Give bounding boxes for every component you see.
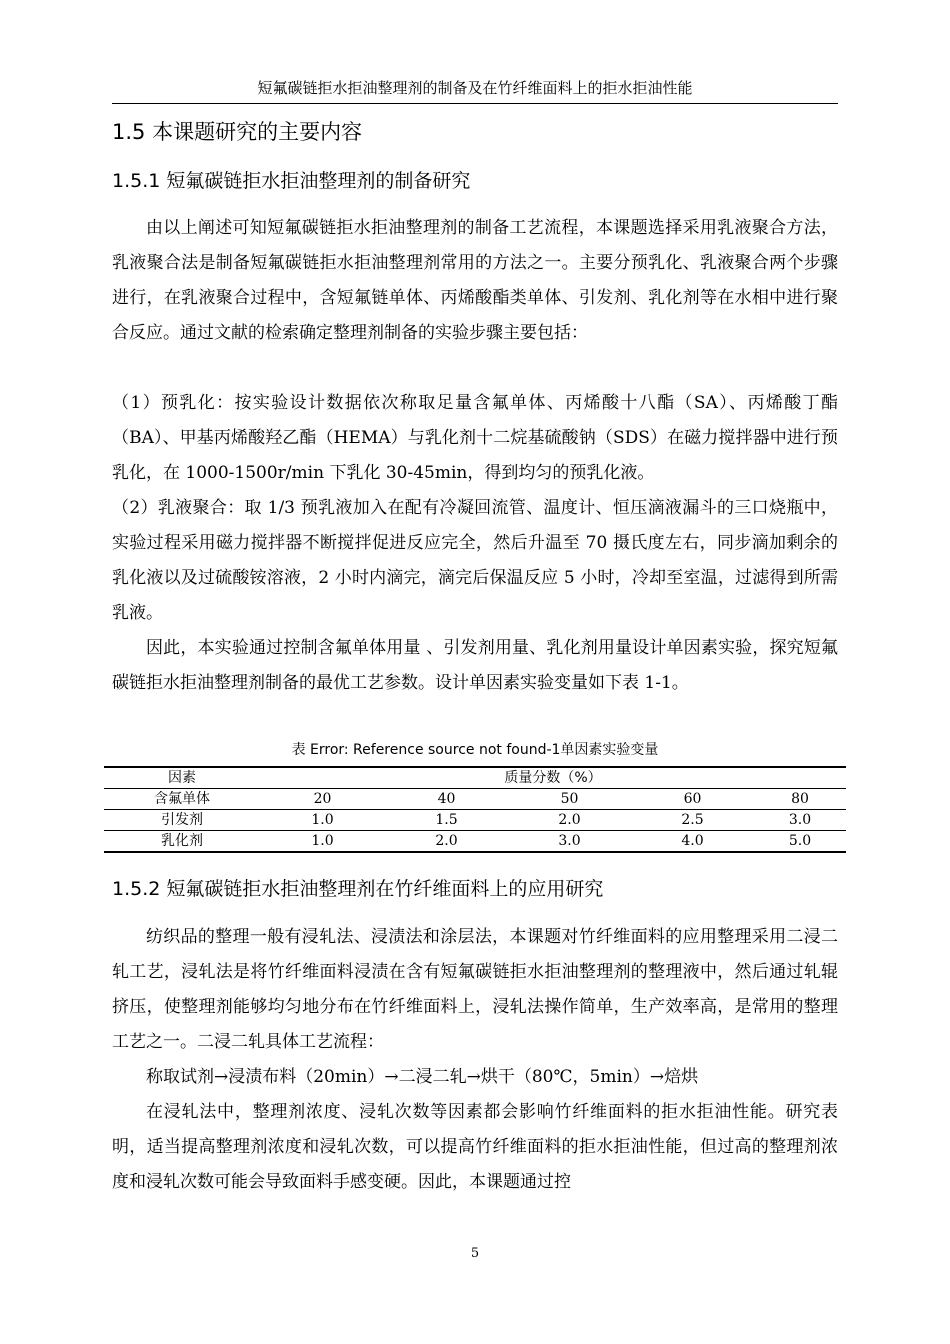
table-cell: 1.5	[435, 812, 458, 828]
process-flow: 称取试剂→浸渍布料（20min）→二浸二轧→烘干（80℃，5min）→焙烘	[146, 1067, 699, 1087]
table-cell: 2.5	[681, 812, 704, 828]
table-row	[104, 831, 846, 853]
table-row-label: 乳化剂	[161, 833, 203, 849]
subsection-heading-2: 1.5.2 短氟碳链拒水拒油整理剂在竹纤维面料上的应用研究	[112, 878, 604, 900]
table-cell: 1.0	[311, 833, 334, 849]
paragraph-step-1: （1）预乳化：按实验设计数据依次称取足量含氟单体、丙烯酸十八酯（SA）、丙烯酸丁酯（BA）、甲基丙烯酸羟乙酯（HEMA）与乳化剂十二烷基硫酸钠（SDS）在磁力搅拌器中进行预乳化，在 1000-1500r/min 下乳化 30-45min，得到均匀的预乳化液。	[112, 393, 838, 483]
table-header-factor: 因素	[168, 770, 196, 786]
section-heading: 1.5 本课题研究的主要内容	[112, 120, 363, 144]
table-cell: 3.0	[788, 812, 812, 828]
subsection-heading-1: 1.5.1 短氟碳链拒水拒油整理剂的制备研究	[112, 170, 471, 192]
paragraph-discussion: 在浸轧法中，整理剂浓度、浸轧次数等因素都会影响竹纤维面料的拒水拒油性能。研究表明，适当提高整理剂浓度和浸轧次数，可以提高竹纤维面料的拒水拒油性能，但过高的整理剂浓度和浸轧次数可能会导致面料手感变硬。因此，本课题通过控	[112, 1102, 838, 1192]
table-cell: 20	[313, 791, 332, 807]
table-row-label: 含氟单体	[154, 791, 210, 807]
table-header-row	[104, 767, 846, 789]
paragraph-step-2: （2）乳液聚合：取 1/3 预乳液加入在配有冷凝回流管、温度计、恒压滴液漏斗的三口烧瓶中，实验过程采用磁力搅拌器不断搅拌促进反应完全，然后升温至 70 摄氏度左右，同步滴加剩余的乳化液以及过硫酸铵溶液，2 小时内滴完，滴完后保温反应 5 小时，冷却至室温，过滤得到所需乳液。	[112, 498, 838, 623]
table-cell: 60	[683, 791, 702, 807]
table-cell: 80	[791, 791, 809, 807]
paragraph-intro: 由以上阐述可知短氟碳链拒水拒油整理剂的制备工艺流程，本课题选择采用乳液聚合方法，乳液聚合法是制备短氟碳链拒水拒油整理剂常用的方法之一。主要分预乳化、乳液聚合两个步骤进行，在乳液聚合过程中，含短氟链单体、丙烯酸酯类单体、引发剂、乳化剂等在水相中进行聚合反应。通过文献的检索确定整理剂制备的实验步骤主要包括：	[112, 218, 838, 343]
table-cell: 40	[437, 791, 456, 807]
table-header-value: 质量分数（%）	[504, 770, 602, 786]
table-caption: 表 Error: Reference source not found-1单因素实验变量	[291, 742, 659, 758]
factor-table	[104, 766, 846, 853]
paragraph-application: 纺织品的整理一般有浸轧法、浸渍法和涂层法，本课题对竹纤维面料的应用整理采用二浸二轧工艺，浸轧法是将竹纤维面料浸渍在含有短氟碳链拒水拒油整理剂的整理液中，然后通过轧辊挤压，使整理剂能够均匀地分布在竹纤维面料上，浸轧法操作简单，生产效率高，是常用的整理工艺之一。二浸二轧具体工艺流程：	[112, 927, 838, 1052]
table-cell: 4.0	[681, 833, 704, 849]
paragraph-conclusion: 因此，本实验通过控制含氟单体用量 、引发剂用量、乳化剂用量设计单因素实验，探究短氟碳链拒水拒油整理剂制备的最优工艺参数。设计单因素实验变量如下表 1-1。	[112, 638, 838, 693]
table-cell: 3.0	[558, 833, 581, 849]
table-cell: 1.0	[311, 812, 334, 828]
header-divider	[112, 103, 838, 104]
table-cell: 50	[560, 791, 579, 807]
page-number: 5	[470, 1246, 480, 1261]
page-header-title: 短氟碳链拒水拒油整理剂的制备及在竹纤维面料上的拒水拒油性能	[257, 79, 693, 97]
table-row	[104, 810, 846, 831]
table-cell: 2.0	[558, 812, 581, 828]
table-cell: 5.0	[788, 833, 812, 849]
table-cell: 2.0	[435, 833, 458, 849]
table-row-label: 引发剂	[161, 812, 203, 828]
table-row	[104, 789, 846, 810]
